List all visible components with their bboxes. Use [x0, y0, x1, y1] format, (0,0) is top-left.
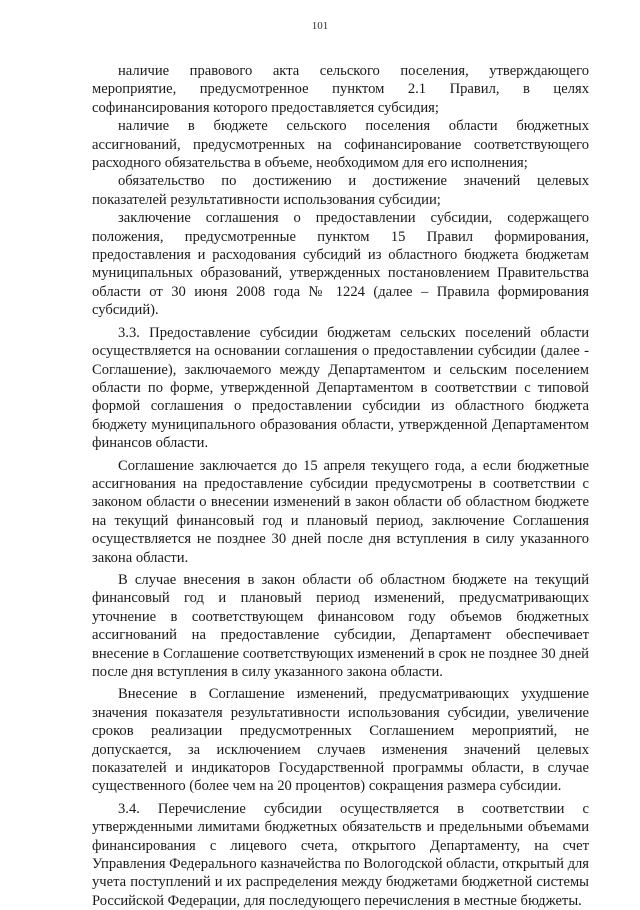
- paragraph-section-3-4: 3.4. Перечисление субсидии осуществляется в соответствии с утвержденными лимитами бюджетных обязательств и предельными объемами финансирования с лицевого счета, открытого Департаменту, на счет Управления Федерального казначейства по Вологодской области, открытый для учета поступлений и их распределения между бюджетами бюджетной системы Российской Федерации, для последующего перечисления в местные бюджеты.: [92, 800, 589, 909]
- page-number: 101: [311, 20, 329, 32]
- paragraph-legal-act: наличие правового акта сельского поселения, утверждающего мероприятие, предусмотренное пунктом 2.1 Правил, в целях софинансирования которого предоставляется субсидия;: [92, 63, 589, 116]
- paragraph-budget-allocations: наличие в бюджете сельского поселения области бюджетных ассигнований, предусмотренных на софинансирование соответствующего расходного обязательства в объеме, необходимом для его исполнения;: [92, 118, 589, 172]
- document-body: [92, 62, 589, 910]
- paragraph-agreement-conclusion: заключение соглашения о предоставлении субсидии, содержащего положения, предусмотренные пунктом 15 Правил формирования, предоставления и расходования субсидий из областного бюджета бюджетам муниципальных образований, утвержденных постановлением Правительства области от 30 июня 2008 года № 1224 (далее – Правила формирования субсидий).: [92, 210, 589, 319]
- paragraph-budget-changes: В случае внесения в закон области об областном бюджете на текущий финансовый год и плановый период изменений, предусматривающих уточнение в соответствующем финансовом году объемов бюджетных ассигнований на предоставление субсидии, Департамент обеспечивает внесение в Соглашение соответствующих изменений в срок не позднее 30 дней после дня вступления в силу указанного закона области.: [92, 571, 589, 680]
- paragraph-section-3-3: 3.3. Предоставление субсидии бюджетам сельских поселений области осуществляется на основании соглашения о предоставлении субсидии (далее - Соглашение), заключаемого между Департаментом и сельским поселением области по форме, утвержденной Департаментом в соответствии с типовой формой соглашения о предоставлении субсидии из областного бюджета бюджету муниципального образования области, утвержденной Департаментом финансов области.: [92, 324, 589, 452]
- paragraph-agreement-amendments: Внесение в Соглашение изменений, предусматривающих ухудшение значения показателя результативности использования субсидии, увеличение сроков реализации предусмотренных Соглашением мероприятий, не допускается, за исключением случаев изменения значений целевых показателей и индикаторов Государственной программы области, в случае существенного (более чем на 20 процентов) сокращения размера субсидии.: [92, 686, 589, 795]
- paragraph-obligation: обязательство по достижению и достижение значений целевых показателей результативности использования субсидии;: [92, 173, 589, 208]
- paragraph-agreement-deadline: Соглашение заключается до 15 апреля текущего года, а если бюджетные ассигнования на предоставление субсидии предусмотрены в соответствии с законом области о внесении изменений в закон области об областном бюджете на текущий финансовый год и плановый период, заключение Соглашения осуществляется не позднее 30 дней после дня вступления в силу указанного закона области.: [92, 457, 589, 566]
